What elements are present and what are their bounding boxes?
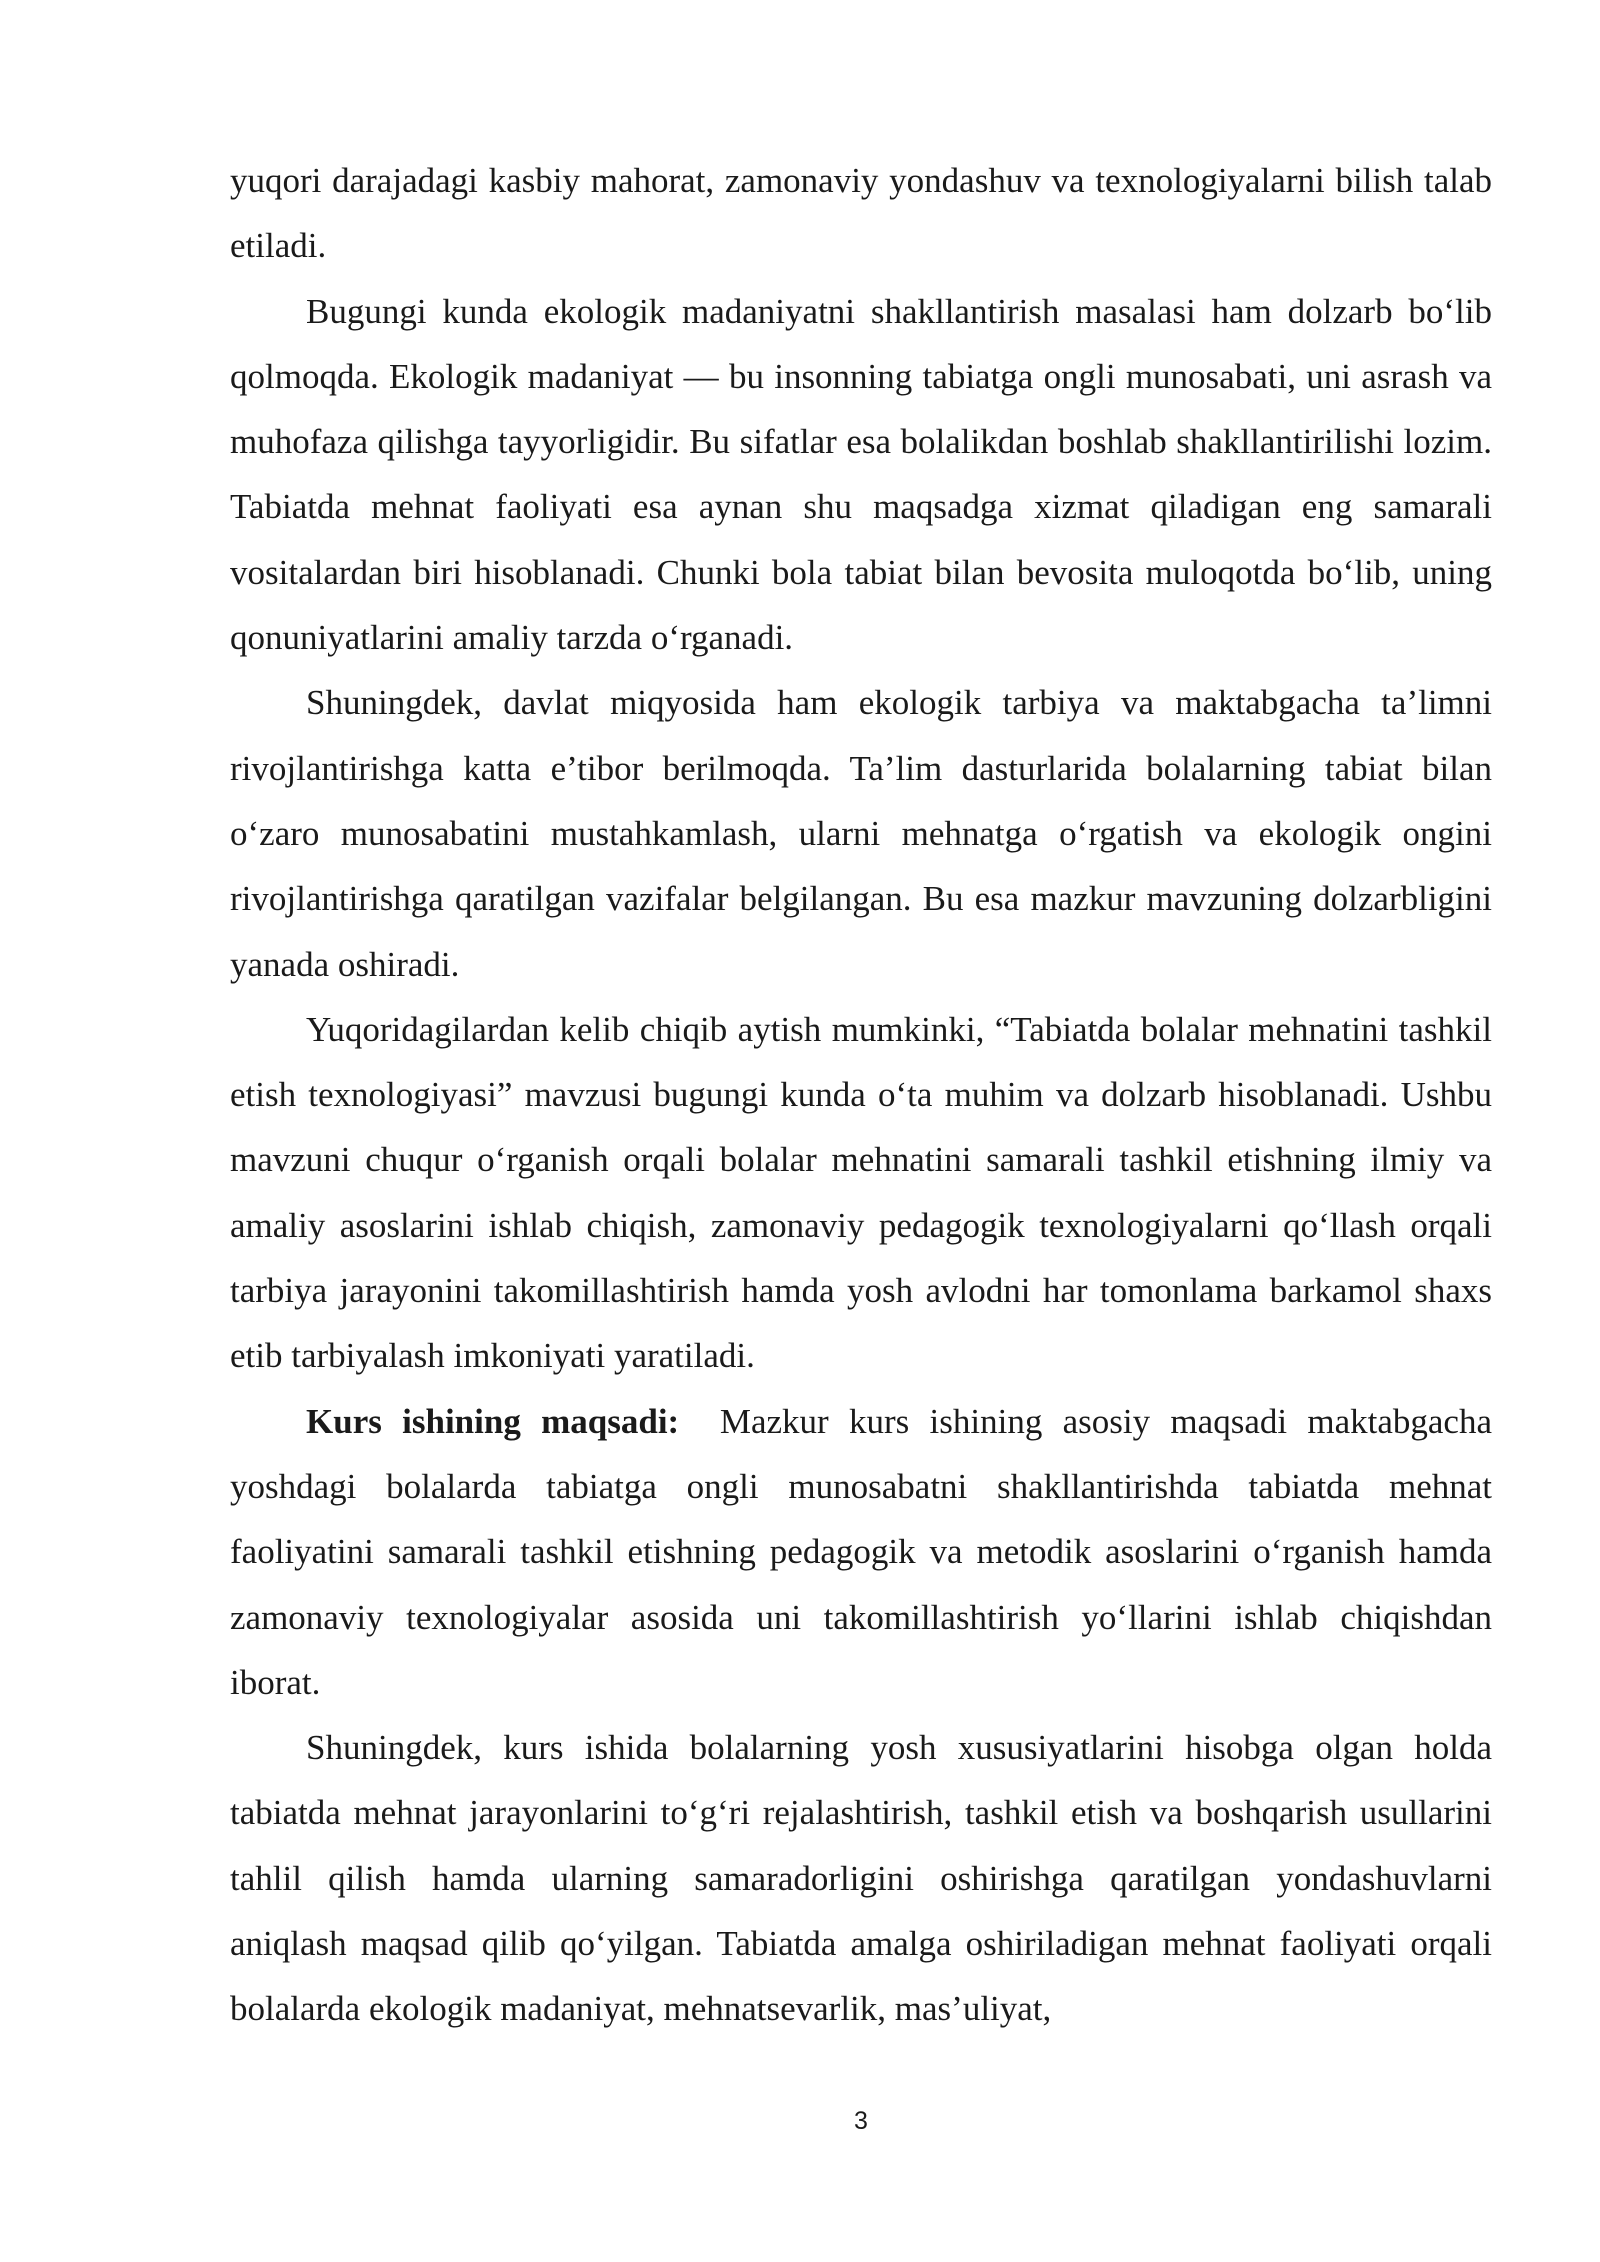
paragraph-state-policy: Shuningdek, davlat miqyosida ham ekologik tarbiya va maktabgacha ta’limni rivojlantirishga katta e’tibor berilmoqda. Ta’lim dasturlarida bolalarning tabiat bilan o‘zaro munosabatini mustahkamlash, ularni mehnatga o‘rgatish va ekologik ongini rivojlantirishga qaratilgan vazifalar belgilangan. Bu esa mazkur mavzuning dolzarbligini yanada oshiradi. xyxy=(230,683,1492,984)
page-number: 3 xyxy=(854,2107,868,2135)
course-goal-heading: Kurs ishining maqsadi: xyxy=(306,1401,680,1441)
paragraph-ecological-culture: Bugungi kunda ekologik madaniyatni shakllantirish masalasi ham dolzarb bo‘lib qolmoqda. Ekologik madaniyat — bu insonning tabiatga ongli munosabati, uni asrash va muhofaza qilishga tayyorligidir. Bu sifatlar esa bolalikdan boshlab shakllantirilishi lozim. Tabiatda mehnat faoliyati esa aynan shu maqsadga xizmat qiladigan eng samarali vositalardan biri hisoblanadi. Chunki bola tabiat bilan bevosita muloqotda bo‘lib, uning qonuniyatlarini amaliy tarzda o‘rganadi. xyxy=(230,291,1492,658)
paragraph-course-tasks: Shuningdek, kurs ishida bolalarning yosh xususiyatlarini hisobga olgan holda tabiatda mehnat jarayonlarini to‘g‘ri rejalashtirish, tashkil etish va boshqarish usullarini tahlil qilish hamda ularning samaradorligini oshirishga qaratilgan yondashuvlarni aniqlash maqsad qilib qo‘yilgan. Tabiatda amalga oshiriladigan mehnat faoliyati orqali bolalarda ekologik madaniyat, mehnatsevarlik, mas’uliyat, xyxy=(230,1728,1492,2029)
course-goal-text: Mazkur kurs ishining asosiy maqsadi maktabgacha yoshdagi bolalarda tabiatga ongli munosabatni shakllantirishda tabiatda mehnat faoliyatini samarali tashkil etishning pedagogik va metodik asoslarini o‘rganish hamda zamonaviy texnologiyalar asosida uni takomillashtirish yo‘llarini ishlab chiqishdan iborat. xyxy=(230,1401,1492,1702)
body-text xyxy=(230,148,1492,2042)
paragraph-course-goal xyxy=(230,1389,1492,1715)
paragraph-topic-relevance: Yuqoridagilardan kelib chiqib aytish mumkinki, “Tabiatda bolalar mehnatini tashkil etish texnologiyasi” mavzusi bugungi kunda o‘ta muhim va dolzarb hisoblanadi. Ushbu mavzuni chuqur o‘rganish orqali bolalar mehnatini samarali tashkil etishning ilmiy va amaliy asoslarini ishlab chiqish, zamonaviy pedagogik texnologiyalarni qo‘llash orqali tarbiya jarayonini takomillashtirish hamda yosh avlodni har tomonlama barkamol shaxs etib tarbiyalash imkoniyati yaratiladi. xyxy=(230,1009,1492,1376)
paragraph-continuation: yuqori darajadagi kasbiy mahorat, zamonaviy yondashuv va texnologiyalarni bilish talab etiladi. xyxy=(230,161,1492,266)
